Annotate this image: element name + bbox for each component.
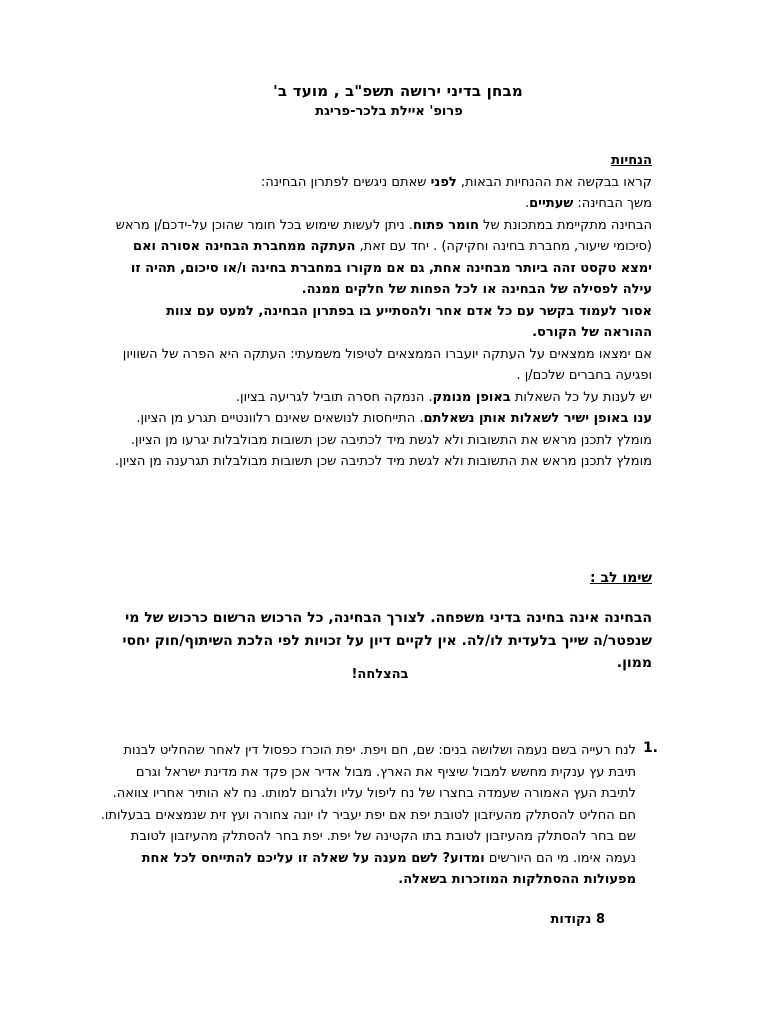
instruction-read-pre: קראו בבקשה את ההנחיות הבאות, (456, 174, 652, 190)
duration-dot: . (524, 196, 530, 211)
open-mid: . ניתן לעשות שימוש בכל חומר שהוכן על-ידכם/ן מראש (סיכומי שיעור, מחברת בחינה וחקיקה) . יחד עם זאת, (115, 217, 652, 254)
exam-title: מבחן בדיני ירושה תשפ"ב , מועד ב' (273, 82, 523, 100)
good-luck: בהצלחה! (351, 667, 409, 682)
direct-bold: ענו באופן ישיר לשאלות אותן נשאלתם (423, 411, 652, 426)
instruction-copy-found: אם ימצאו ממצאים על העתקה יועברו הממצאים לטיפול משמעתי: העתקה היא הפרה של השוויון ופגיעה בחברים שלכם/ן . (122, 346, 652, 383)
question-1 (100, 740, 636, 891)
duration-label: משך הבחינה: (573, 196, 652, 211)
instruction-plan-2: מומלץ לתכנן מראש את התשובות ולא לגשת מיד לכתיבה שכן תשובות מבולבלות תגרענה מן הציון. (115, 454, 652, 469)
instructions-heading: הנחיות (611, 153, 652, 168)
reasoned-pre: יש לענות על כל השאלות (510, 389, 652, 405)
exam-lecturer: פרופ' איילת בלכר-פריגת (315, 104, 463, 119)
question-1-text: לנח רעייה בשם נעמה ושלושה בנים: שם, חם ויפת. יפת הוכרז כפסול דין לאחר שהחליט לבנות תיבת עץ ענקית מחשש למבול שיציף את הארץ. מבול אדיר אכן פקד את מדינת ישראל וגרם לתיבת העץ האמורה שעמדה בחצרו של נח ליפול עליו ולגרום למותו. נח לא הותיר אחריו צוואה. חם החליט להסתלק מהעיזבון לטובת יפת אם יפת יעביר לו יונה צחורה ועץ זית שנמצאים בבעלותו. שם בחר להסתלק מהעיזבון לטובת בתו הקטינה של יפת. יפת בחר להסתלק מהעיזבון לטובת נעמה אימו. מי הם היורשים (100, 743, 636, 866)
open-pre: הבחינה מתקיימת במתכונת של (478, 217, 652, 233)
instruction-read (114, 172, 652, 194)
question-1-bold-text: ומדוע? לשם מענה על שאלה זו עליכם להתייחס לכל אחת מפעולות ההסתלקות המוזכרות בשאלה. (141, 850, 636, 887)
instruction-read-bold: לפני (430, 174, 457, 190)
instruction-read-post: שאתם ניגשים לפתרון הבחינה: (260, 174, 431, 190)
reasoned-post: . הנמקה חסרה תוביל לגריעה בציון. (235, 389, 433, 405)
instructions-section (114, 150, 652, 473)
attention-title: שימו לב : (589, 570, 652, 586)
instruction-duration (114, 193, 652, 215)
open-bold: חומר פתוח (412, 217, 479, 233)
attention-text: הבחינה אינה בחינה בדיני משפחה. לצורך הבחינה, כל הרכוש הרשום כרכוש של מי שנפטר/ה שייך בלעדית לו/לה. אין לקיים דיון על זכויות לפי הלכת השיתוף/חוק יחסי ממון. (122, 610, 652, 671)
instruction-direct (114, 408, 652, 430)
question-number: 1. (642, 740, 658, 756)
open-bold-warning: העתקה ממחברת הבחינה אסורה ואם ימצא טקסט זהה ביותר מבחינה אחת, גם אם מקורו במחברת בחינה ו/או סיכום, תהיה זו עילה לפסילה של הבחינה או לכל הפחות של חלקים ממנה. (130, 239, 652, 297)
question-points: 8 נקודות (550, 912, 605, 927)
instruction-reasoned (114, 387, 652, 409)
reasoned-bold: באופן מנומק (432, 389, 511, 405)
direct-post: . התייחסות לנושאים שאינם רלוונטיים תגרע מן הציון. (136, 411, 424, 426)
instruction-contact: אסור לעמוד בקשר עם כל אדם אחר ולהסתייע בו בפתרון הבחינה, למעט עם צוות ההוראה של הקורס. (166, 303, 652, 340)
instruction-open-material (114, 215, 652, 301)
instruction-plan-1: מומלץ לתכנן מראש את התשובות ולא לגשת מיד לכתיבה שכן תשובות מבולבלות יגרעו מן הציון. (130, 432, 652, 448)
duration-value: שעתיים (529, 196, 574, 211)
